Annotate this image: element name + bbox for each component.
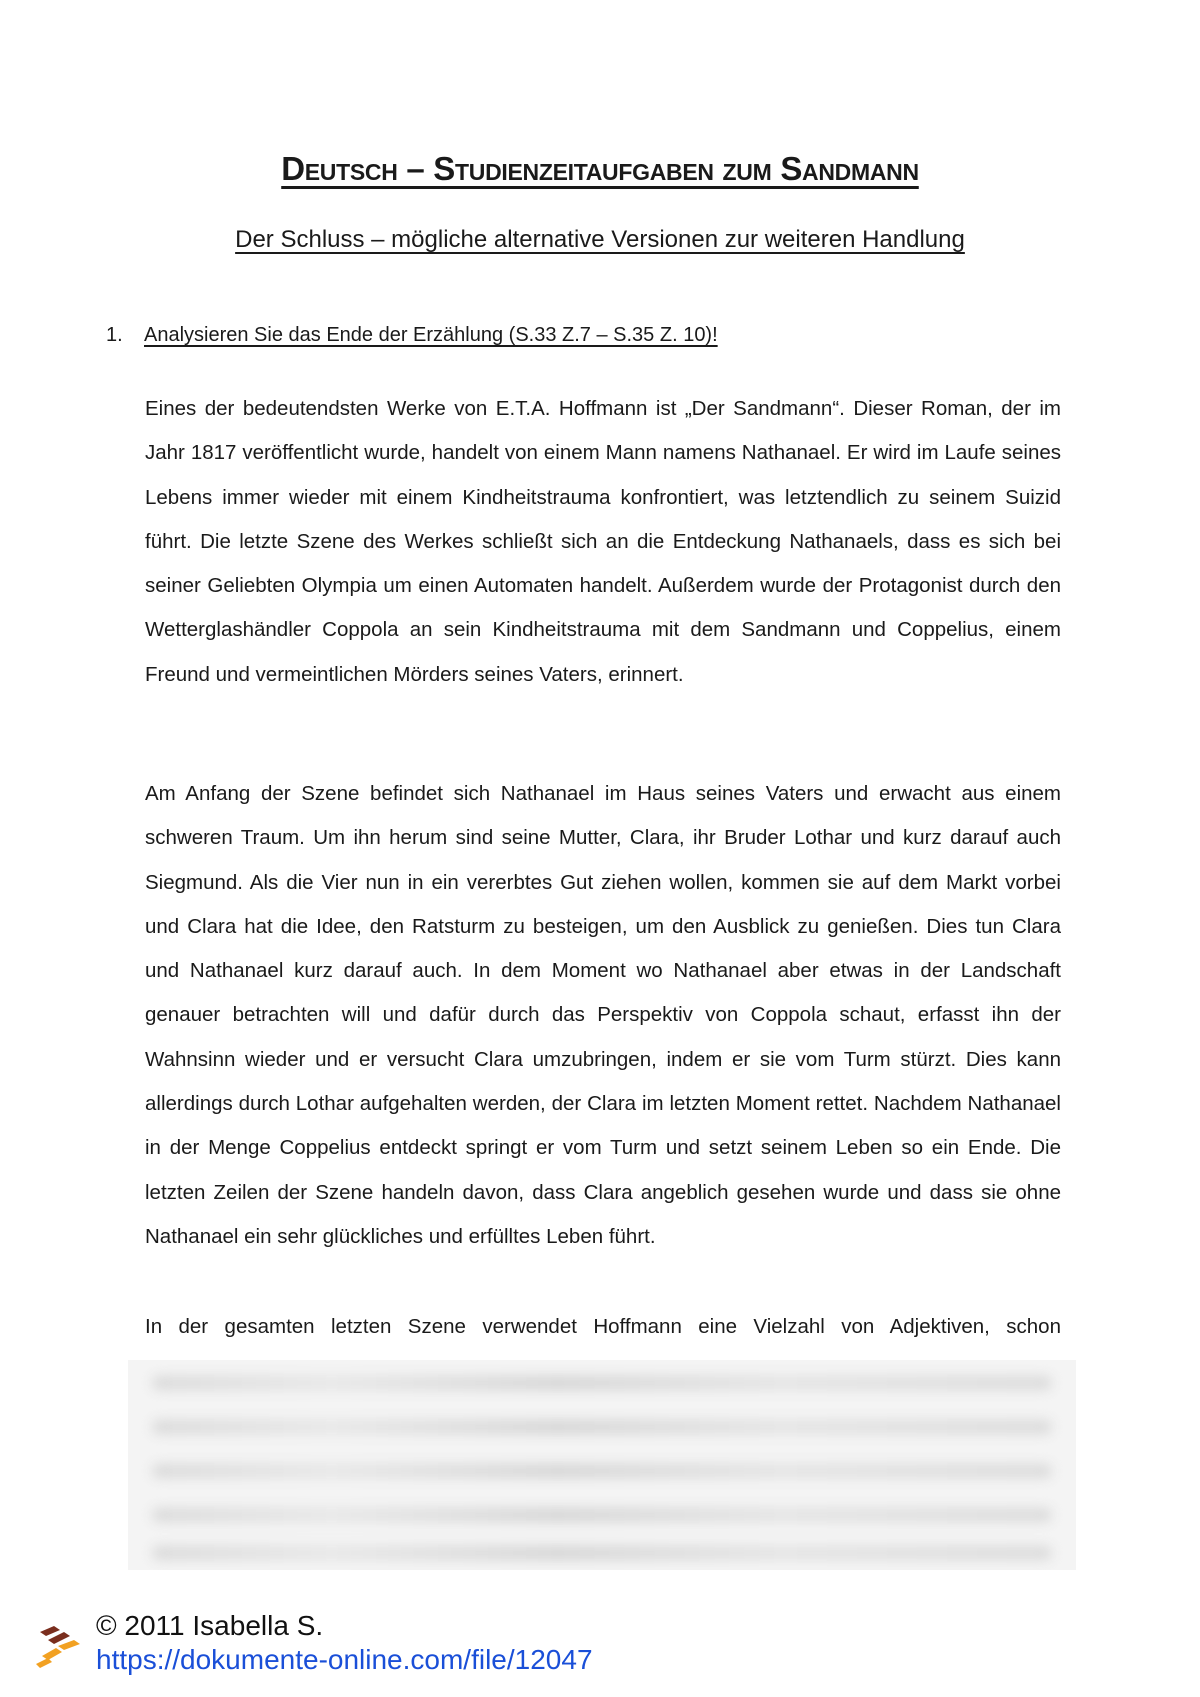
page-title xyxy=(0,150,1200,188)
blurred-preview-area xyxy=(128,1360,1076,1570)
task-text: Analysieren Sie das Ende der Erzählung (S.33 Z.7 – S.35 Z. 10)! xyxy=(144,324,718,346)
page-subtitle-text: Der Schluss – mögliche alternative Versionen zur weiteren Handlung xyxy=(235,226,965,253)
blurred-text-line xyxy=(152,1420,1052,1434)
blurred-text-line xyxy=(152,1376,1052,1390)
page-title-text: Deutsch – Studienzeitaufgaben zum Sandmann xyxy=(281,150,919,187)
blurred-text-line xyxy=(152,1508,1052,1522)
dokumente-online-logo-icon xyxy=(34,1622,84,1670)
task-number: 1. xyxy=(106,324,123,346)
paragraph-summary: Am Anfang der Szene befindet sich Nathanael im Haus seines Vaters und erwacht aus einem schweren Traum. Um ihn herum sind seine Mutter, Clara, ihr Bruder Lothar und kurz darauf auch Siegmund. Als die Vier nun in ein vererbtes Gut ziehen wollen, kommen sie auf dem Markt vorbei und Clara hat die Idee, den Ratsturm zu besteigen, um den Ausblick zu genießen. Dies tun Clara und Nathanael kurz darauf auch. In dem Moment wo Nathanael aber etwas in der Landschaft genauer betrachten will und dafür durch das Perspektiv von Coppola schaut, erfasst ihn der Wahnsinn wieder und er versucht Clara umzubringen, indem er sie vom Turm stürzt. Dies kann allerdings durch Lothar aufgehalten werden, der Clara im letzten Moment rettet. Nachdem Nathanael in der Menge Coppelius entdeckt springt er vom Turm und setzt seinem Leben so ein Ende. Die letzten Zeilen der Szene handeln davon, dass Clara angeblich gesehen wurde und dass sie ohne Nathanael ein sehr glückliches und erfülltes Leben führt. xyxy=(145,782,1061,1248)
blurred-text-line xyxy=(152,1546,1052,1560)
task-item xyxy=(106,324,718,347)
footer-copyright: © 2011 Isabella S. xyxy=(96,1610,324,1641)
paragraph-intro: Eines der bedeutendsten Werke von E.T.A. Hoffmann ist „Der Sandmann“. Dieser Roman, der im Jahr 1817 veröffentlicht wurde, handelt von einem Mann namens Nathanael. Er wird im Laufe seines Lebens immer wieder mit einem Kindheitstrauma konfrontiert, was letztendlich zu seinem Suizid führt. Die letzte Szene des Werkes schließt sich an die Entdeckung Nathanaels, dass es sich bei seiner Geliebten Olympia um einen Automaten handelt. Außerdem wurde der Protagonist durch den Wetterglashändler Coppola an sein Kindheitstrauma mit dem Sandmann und Coppelius, einem Freund und vermeintlichen Mörders seines Vaters, erinnert. xyxy=(145,397,1061,686)
paragraph-analysis-start: In der gesamten letzten Szene verwendet Hoffmann eine Vielzahl von Adjektiven, schon xyxy=(145,1315,1061,1338)
footer-source-link[interactable]: https://dokumente-online.com/file/12047 xyxy=(96,1644,593,1675)
blurred-text-line xyxy=(152,1464,1052,1478)
page-subtitle xyxy=(0,226,1200,254)
